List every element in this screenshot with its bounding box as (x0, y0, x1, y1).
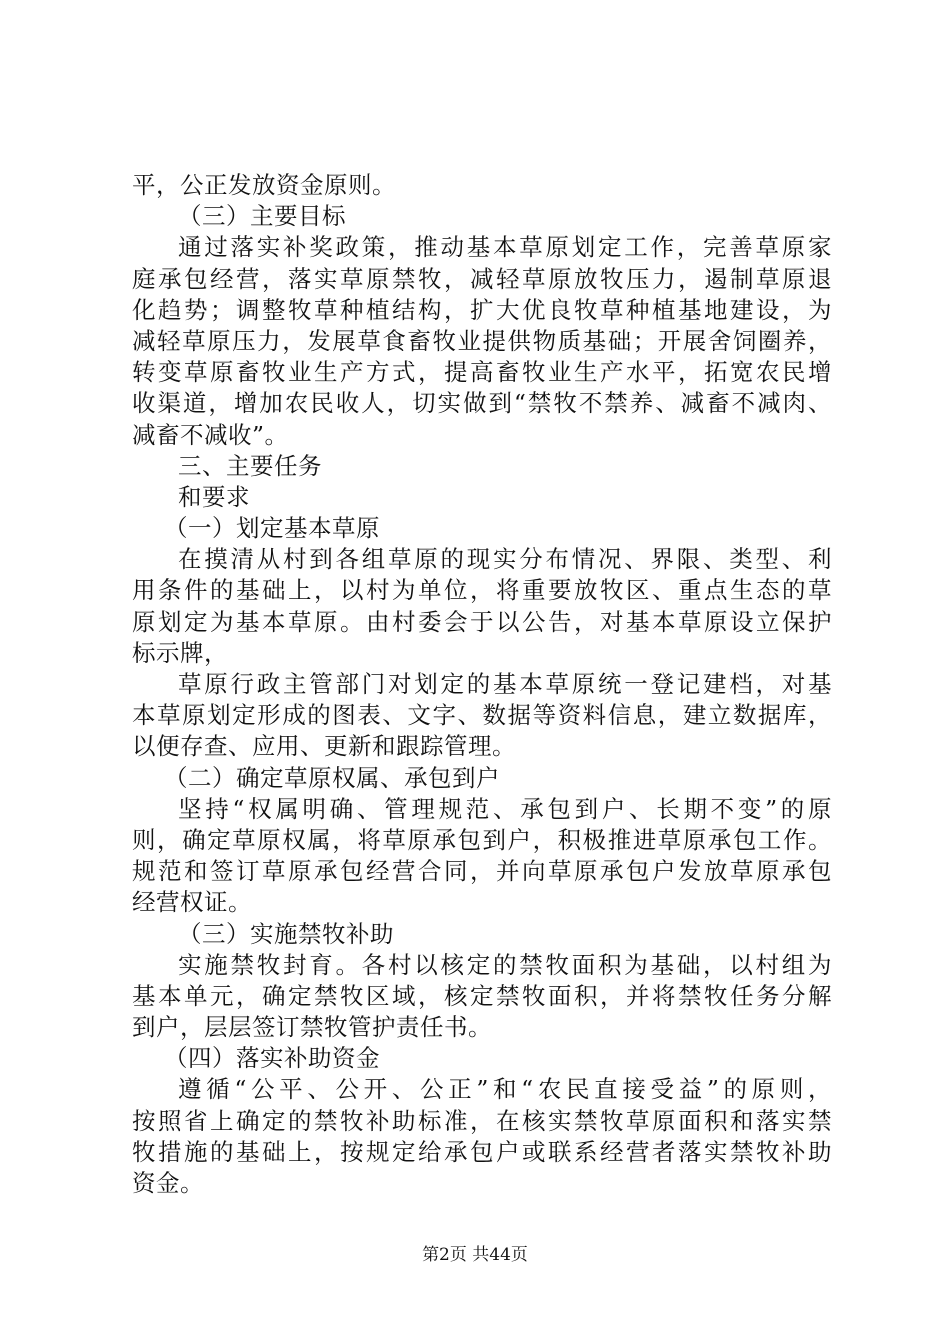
section-heading: 和要求 (178, 482, 250, 511)
text-line: 坚持“权属明确、管理规范、承包到户、长期不变”的原 (178, 794, 832, 823)
text-line: 用条件的基础上，以村为单位，将重要放牧区、重点生态的草 (132, 576, 832, 605)
document-body (132, 170, 832, 1199)
text-line: 平，公正发放资金原则。 (132, 171, 396, 199)
section-heading: （四）落实补助资金 (164, 1044, 380, 1073)
page-number-footer: 第2页 共44页 (422, 1245, 528, 1265)
text-line: 按照省上确定的禁牧补助标准，在核实禁牧草原面积和落实禁 (132, 1106, 832, 1135)
section-heading: （三）实施禁牧补助 (178, 919, 394, 948)
text-line: 牧措施的基础上，按规定给承包户或联系经营者落实禁牧补助 (132, 1137, 832, 1166)
text-line: 则，确定草原权属，将草原承包到户，积极推进草原承包工作。 (132, 825, 832, 854)
text-line: 收渠道，增加农民收人，切实做到“禁牧不禁养、减畜不减肉、 (132, 389, 832, 418)
text-line: 庭承包经营，落实草原禁牧，减轻草原放牧压力，遏制草原退 (132, 264, 832, 293)
text-line: 减轻草原压力，发展草食畜牧业提供物质基础；开展舍饲圈养， (132, 326, 832, 355)
text-line: 通过落实补奖政策，推动基本草原划定工作，完善草原家 (178, 233, 832, 262)
text-line: 实施禁牧封育。各村以核定的禁牧面积为基础，以村组为 (178, 950, 832, 979)
text-line: 减畜不减收”。 (132, 420, 289, 449)
text-line: 原划定为基本草原。由村委会于以公告，对基本草原设立保护 (132, 607, 832, 636)
section-heading: 三、主要任务 (178, 451, 322, 480)
text-line: 标示牌， (132, 638, 228, 667)
section-heading: （三）主要目标 (178, 202, 346, 231)
text-line: 以便存查、应用、更新和跟踪管理。 (132, 732, 516, 761)
text-line: 到户，层层签订禁牧管护责任书。 (132, 1013, 492, 1042)
text-line: 规范和签订草原承包经营合同，并向草原承包户发放草原承包 (132, 857, 832, 886)
text-line: 基本单元，确定禁牧区域，核定禁牧面积，并将禁牧任务分解 (132, 981, 832, 1010)
text-line: 草原行政主管部门对划定的基本草原统一登记建档，对基 (178, 670, 832, 698)
text-line: 经营权证。 (132, 888, 252, 917)
text-line: 资金。 (132, 1169, 204, 1197)
text-line: 本草原划定形成的图表、文字、数据等资料信息，建立数据库， (132, 701, 832, 730)
text-line: 遵循“公平、公开、公正”和“农民直接受益”的原则， (178, 1075, 832, 1104)
text-line: 在摸清从村到各组草原的现实分布情况、界限、类型、利 (178, 545, 832, 574)
section-heading: （一）划定基本草原 (164, 514, 380, 543)
text-line: 化趋势；调整牧草种植结构，扩大优良牧草种植基地建设，为 (132, 295, 832, 324)
section-heading: （二）确定草原权属、承包到户 (164, 763, 500, 792)
text-line: 转变草原畜牧业生产方式，提高畜牧业生产水平，拓宽农民增 (132, 358, 832, 387)
